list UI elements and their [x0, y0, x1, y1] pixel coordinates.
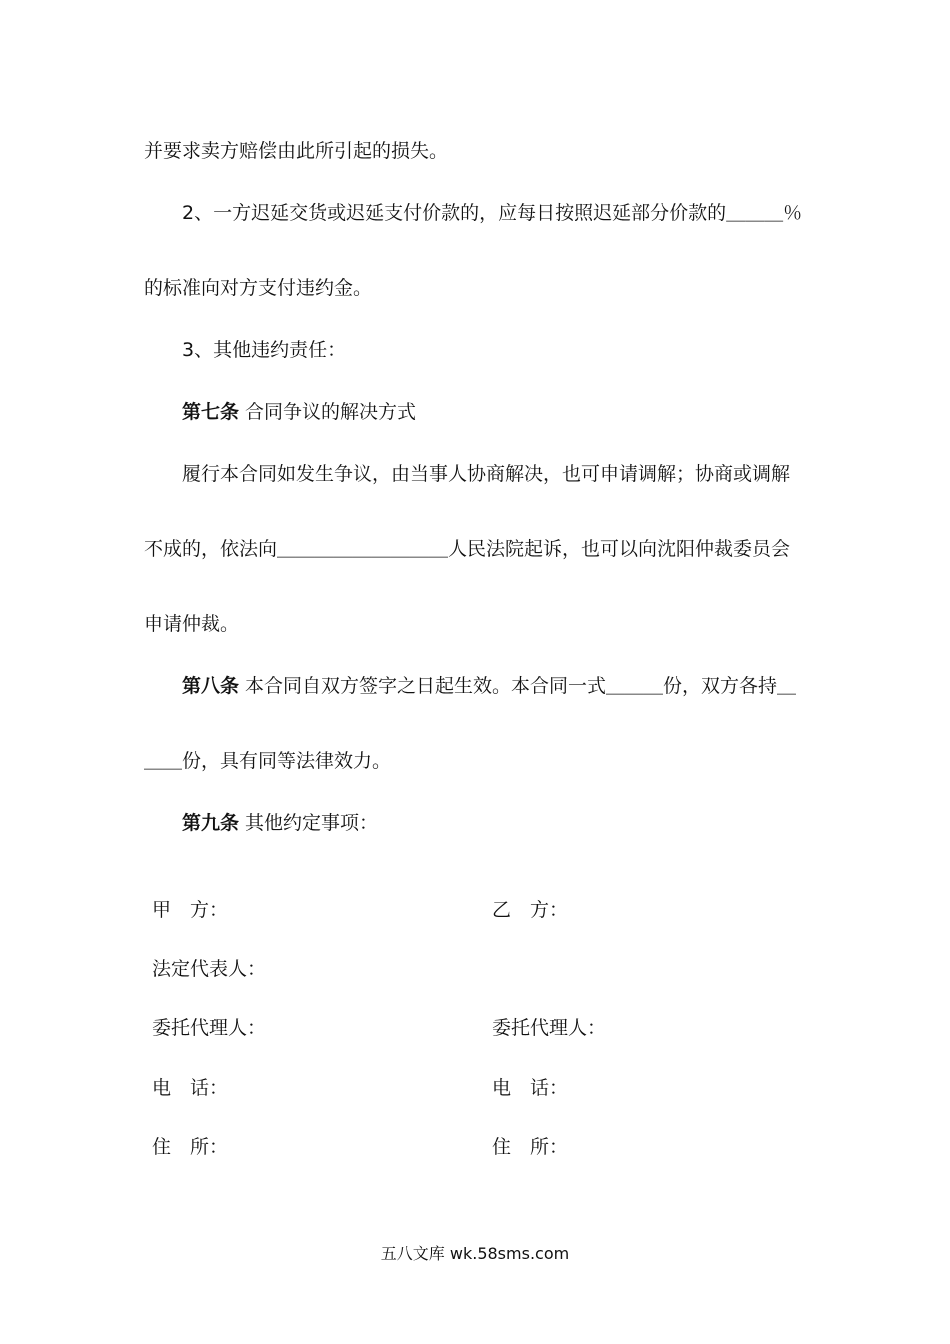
article-7-title: 合同争议的解决方式: [239, 401, 417, 423]
agent-b-label: 委托代理人：: [492, 1017, 607, 1039]
article-9-text: 其他约定事项：: [239, 812, 379, 834]
legal-representative-label: 法定代表人：: [152, 958, 267, 980]
phone-b-label: 电 话：: [492, 1077, 569, 1099]
page-footer: 五八文库 wk.58sms.com: [380, 1244, 570, 1263]
paragraph-other-liability: 3、其他违约责任：: [182, 339, 347, 361]
article-7-body-line3: 申请仲裁。: [144, 613, 240, 635]
paragraph-loss-compensation: 并要求卖方赔偿由此所引起的损失。: [144, 140, 449, 162]
article-8-line1: [182, 674, 796, 698]
article-7-body-line2: 不成的，依法向＿＿＿＿＿＿＿＿＿人民法院起诉，也可以向沈阳仲裁委员会: [144, 538, 791, 560]
paragraph-late-penalty-line2: 的标准向对方支付违约金。: [144, 277, 373, 299]
article-7-body-line1: 履行本合同如发生争议，由当事人协商解决，也可申请调解；协商或调解: [182, 463, 791, 485]
article-8-number: 第八条: [182, 675, 240, 697]
agent-a-label: 委托代理人：: [152, 1017, 267, 1039]
address-a-label: 住 所：: [152, 1136, 229, 1158]
address-b-label: 住 所：: [492, 1136, 569, 1158]
article-9-heading: [182, 811, 378, 835]
article-9-number: 第九条: [182, 812, 240, 834]
article-7-heading: [182, 400, 416, 424]
article-7-number: 第七条: [182, 401, 240, 423]
paragraph-late-penalty-line1: 2、一方迟延交货或迟延支付价款的，应每日按照迟延部分价款的＿＿＿％: [182, 202, 803, 224]
phone-a-label: 电 话：: [152, 1077, 229, 1099]
party-a-label: 甲 方：: [152, 899, 229, 921]
party-b-label: 乙 方：: [492, 899, 569, 921]
article-8-text: 本合同自双方签字之日起生效。本合同一式＿＿＿份，双方各持＿: [239, 675, 797, 697]
article-8-line2: ＿＿份，具有同等法律效力。: [144, 750, 392, 772]
